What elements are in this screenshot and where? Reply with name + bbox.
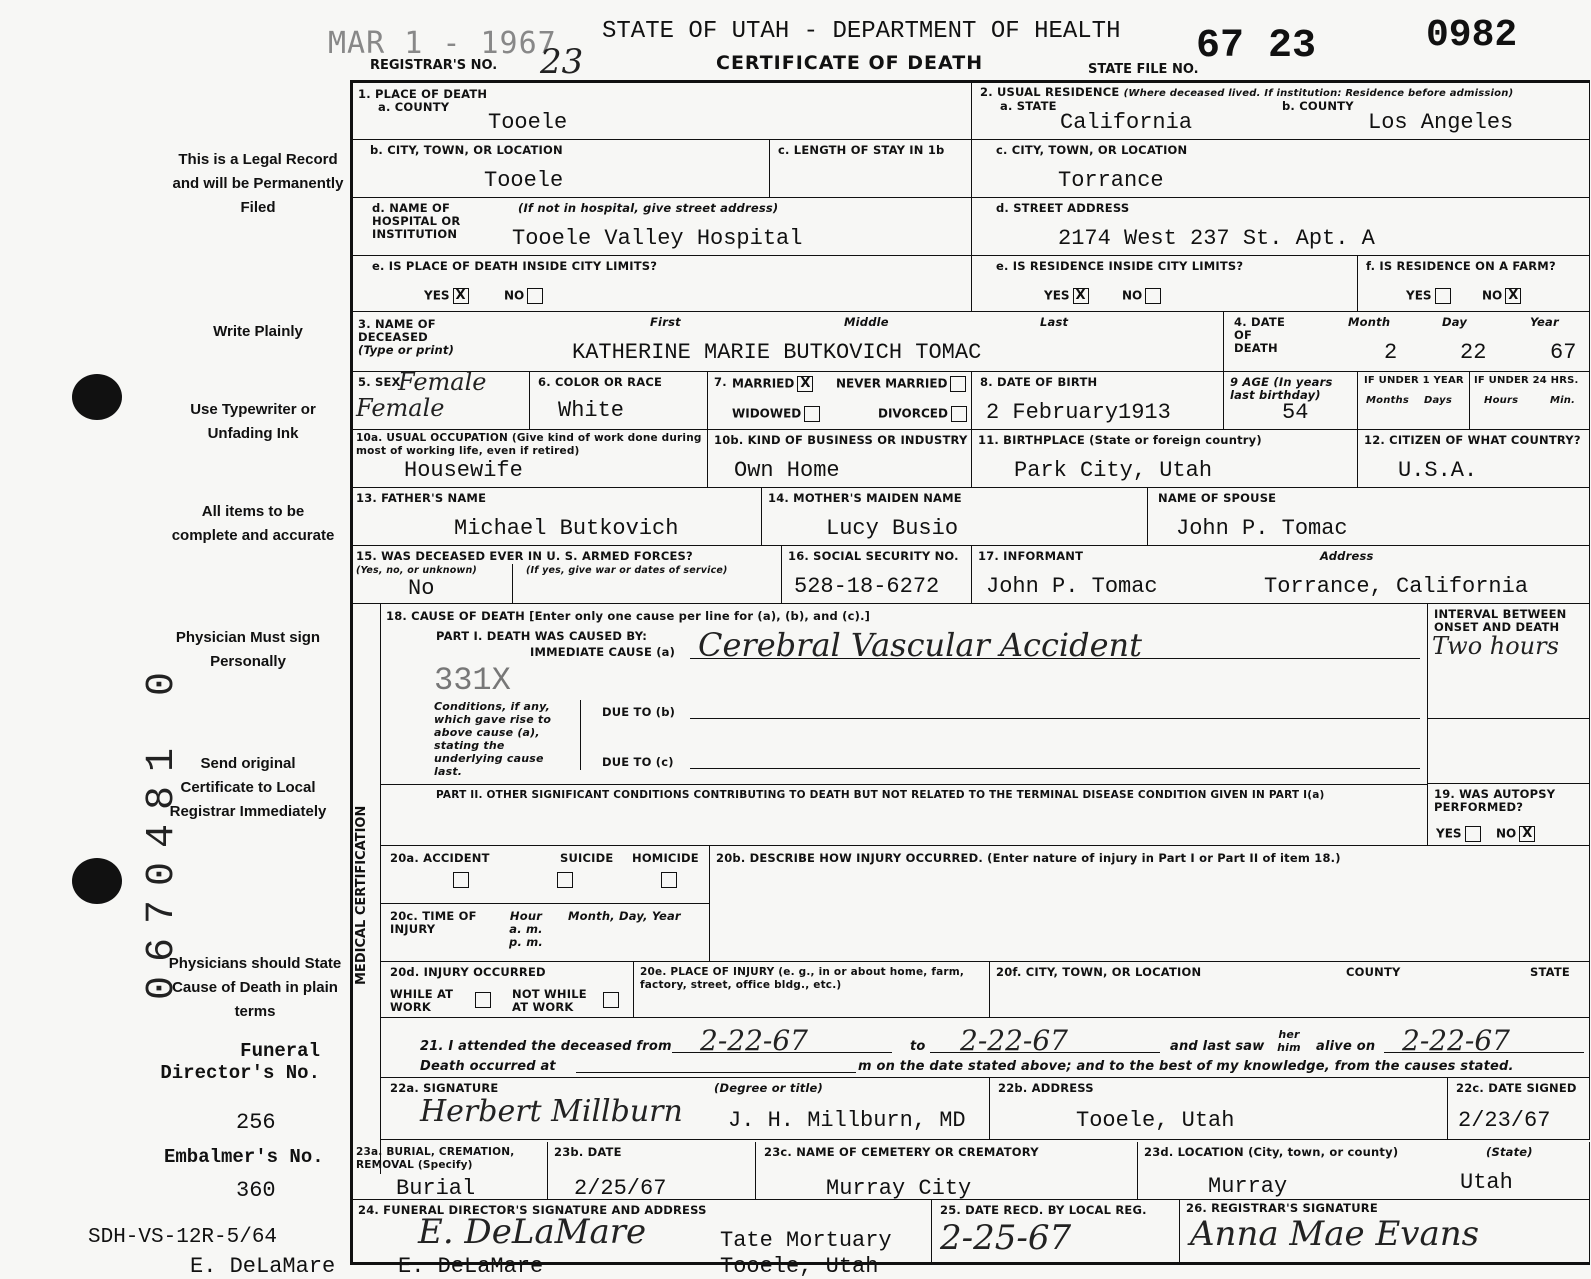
cell-residence-state: 2. USUAL RESIDENCE (Where deceased lived. If institution: Residence before admission) a. STATE b. COUNTY California Los Angeles <box>972 82 1590 140</box>
cell-under-24-hrs: IF UNDER 24 HRS. Hours Min. <box>1470 372 1590 430</box>
cell-time-of-injury: 20c. TIME OF INJURY Hour a. m. p. m. Month, Day, Year <box>380 904 710 962</box>
note-physician-sign: Physician Must sign Personally <box>175 629 321 670</box>
cell-registrar-signature: 26. REGISTRAR'S SIGNATURE Anna Mae Evans <box>1180 1200 1590 1265</box>
ssn-value: 528-18-6272 <box>794 574 940 599</box>
cell-citizen: 12. CITIZEN OF WHAT COUNTRY? U.S.A. <box>1358 430 1590 488</box>
cell-armed-forces: 15. WAS DECEASED EVER IN U. S. ARMED FORCES? (Yes, no, or unknown) (If yes, give war or dates of service) No <box>350 546 782 604</box>
cell-sex: 5. SEX Female Female <box>350 372 530 430</box>
note-typewriter: Use Typewriter or Unfading Ink <box>190 401 316 442</box>
note-write-plainly: Write Plainly <box>213 323 303 340</box>
date-signed: 2/23/67 <box>1458 1108 1551 1133</box>
cell-attendance: 21. I attended the deceased from 2-22-67 to 2-22-67 and last saw her him alive on 2-22-67 Death occurred at m on the date stated above; and to the best of my knowledge, from the causes stated. <box>380 1018 1590 1078</box>
citizen-value: U.S.A. <box>1398 458 1478 483</box>
cell-place-of-injury: 20e. PLACE OF INJURY (e. g., in or about home, farm, factory, street, office bldg., etc.) <box>634 962 990 1018</box>
cell-dob: 8. DATE OF BIRTH 2 February1913 <box>972 372 1224 430</box>
cell-accident-type: 20a. ACCIDENT SUICIDE HOMICIDE <box>380 846 710 904</box>
funeral-director-no: 256 <box>236 1110 276 1135</box>
married-checkbox[interactable]: X <box>797 376 813 392</box>
dod-day: 22 <box>1460 340 1487 365</box>
res-inside-no-checkbox[interactable] <box>1145 288 1161 304</box>
physician-address: Tooele, Utah <box>1076 1108 1235 1133</box>
cell-cemetery: 23c. NAME OF CEMETERY OR CREMATORY Murray City <box>756 1142 1138 1200</box>
immediate-cause-hand: Cerebral Vascular Accident <box>698 626 1142 664</box>
cell-under-1-year: IF UNDER 1 YEAR Months Days <box>1358 372 1470 430</box>
medical-certification-label: MEDICAL CERTIFICATION <box>354 805 369 985</box>
dod-year: 67 <box>1550 340 1577 365</box>
document-title: STATE OF UTAH - DEPARTMENT OF HEALTH <box>602 18 1121 45</box>
note-send-original: Send original Certificate to Local Registrar Immediately <box>169 755 327 820</box>
res-city-value: Torrance <box>1058 168 1164 193</box>
received-stamp: MAR 1 - 1967 <box>328 26 557 61</box>
physician-typed-name: J. H. Millburn, MD <box>728 1108 966 1133</box>
res-inside-yes-checkbox[interactable]: X <box>1073 288 1089 304</box>
cell-burial-location: 23d. LOCATION (City, town, or county) (State) Murray Utah <box>1138 1142 1590 1200</box>
registrar-signature-hand: Anna Mae Evans <box>1190 1214 1480 1254</box>
autopsy-no-checkbox[interactable]: X <box>1519 826 1535 842</box>
farm-yes-checkbox[interactable] <box>1435 288 1451 304</box>
cell-burial-date: 23b. DATE 2/25/67 <box>548 1142 756 1200</box>
inside-city-yes-checkbox[interactable]: X <box>453 288 469 304</box>
cell-marital: 7. MARRIED X NEVER MARRIED WIDOWED DIVORCED <box>708 372 972 430</box>
homicide-checkbox[interactable] <box>661 872 677 888</box>
note-plain-terms: Physicians should State Cause of Death in plain terms <box>168 955 342 1020</box>
cell-business: 10b. KIND OF BUSINESS OR INDUSTRY Own Home <box>708 430 972 488</box>
hospital-value: Tooele Valley Hospital <box>512 226 803 251</box>
age-value: 54 <box>1282 400 1309 425</box>
registrar-no: 23 <box>540 42 584 82</box>
bottom-name-left: E. DeLaMare <box>190 1254 336 1279</box>
cell-mother: 14. MOTHER'S MAIDEN NAME Lucy Busio <box>762 488 1148 546</box>
county-value: Tooele <box>488 110 568 135</box>
registrar-no-label: REGISTRAR'S NO. <box>370 58 498 73</box>
interval-hand: Two hours <box>1432 632 1559 660</box>
cell-res-inside-city: e. IS RESIDENCE INSIDE CITY LIMITS? YES X NO <box>972 256 1358 312</box>
cell-injury-city: 20f. CITY, TOWN, OR LOCATION COUNTY STATE <box>990 962 1590 1018</box>
autopsy-yes-checkbox[interactable] <box>1465 826 1481 842</box>
street-value: 2174 West 237 St. Apt. A <box>1058 226 1375 251</box>
cemetery-value: Murray City <box>826 1176 972 1201</box>
cell-injury-occurred: 20d. INJURY OCCURRED WHILE AT WORK NOT WHILE AT WORK <box>380 962 634 1018</box>
cell-date-signed: 22c. DATE SIGNED 2/23/67 <box>1448 1078 1590 1140</box>
cell-signature: 22a. SIGNATURE (Degree or title) Herbert Millburn J. H. Millburn, MD <box>380 1078 990 1140</box>
cell-injury-description: 20b. DESCRIBE HOW INJURY OCCURRED. (Enter nature of injury in Part I or Part II of item 18.) <box>710 846 1590 962</box>
note-complete: All items to be complete and accurate <box>171 503 335 544</box>
funeral-director-label: Funeral Director's No. <box>160 1040 320 1084</box>
deceased-name: KATHERINE MARIE BUTKOVICH TOMAC <box>572 340 982 365</box>
burial-date: 2/25/67 <box>574 1176 667 1201</box>
burial-location: Murray <box>1208 1174 1288 1199</box>
divorced-checkbox[interactable] <box>951 406 967 422</box>
vertical-number: 0670481 0 <box>140 657 185 1000</box>
armed-value: No <box>408 576 435 601</box>
mortuary-city: Tooele, Utah <box>720 1254 879 1279</box>
widowed-checkbox[interactable] <box>804 406 820 422</box>
cell-burial-method: 23a. BURIAL, CREMATION, REMOVAL (Specify) Burial <box>350 1142 548 1200</box>
cause-code: 331X <box>434 662 511 699</box>
mother-value: Lucy Busio <box>826 516 959 541</box>
never-married-checkbox[interactable] <box>950 376 966 392</box>
state-file-no: 67 23 <box>1196 24 1317 69</box>
spouse-value: John P. Tomac <box>1176 516 1348 541</box>
cell-farm: f. IS RESIDENCE ON A FARM? YES NO X <box>1358 256 1590 312</box>
cell-physician-address: 22b. ADDRESS Tooele, Utah <box>990 1078 1448 1140</box>
occupation-value: Housewife <box>404 458 523 483</box>
cell-race: 6. COLOR OR RACE White <box>530 372 708 430</box>
cell-hospital: d. NAME OF HOSPITAL OR INSTITUTION (If not in hospital, give street address) Tooele Valley Hospital <box>350 198 972 256</box>
punch-hole-bottom <box>72 858 122 904</box>
res-state-value: California <box>1060 110 1193 135</box>
informant-address: Torrance, California <box>1264 574 1529 599</box>
sex-hand-1: Female <box>398 368 487 396</box>
cell-age: 9 AGE (In years last birthday) 54 <box>1224 372 1358 430</box>
cell-stay: c. LENGTH OF STAY IN 1b <box>770 140 972 198</box>
cell-cause-of-death: 18. CAUSE OF DEATH [Enter only one cause per line for (a), (b), and (c).] PART I. DEATH WAS CAUSED BY: IMMEDIATE CAUSE (a) Cerebral Vascular Accident 331X Conditions, if any, which gave rise to above cause (a), stating the underlying cause last. DUE TO (b) DUE TO (c) <box>380 604 1428 784</box>
cell-street: d. STREET ADDRESS 2174 West 237 St. Apt. A <box>972 198 1590 256</box>
suicide-checkbox[interactable] <box>557 872 573 888</box>
cell-spouse: NAME OF SPOUSE John P. Tomac <box>1148 488 1590 546</box>
certificate-title: CERTIFICATE OF DEATH <box>716 52 984 74</box>
mortuary-name: Tate Mortuary <box>720 1228 892 1253</box>
cell-autopsy: 19. WAS AUTOPSY PERFORMED? YES NO X <box>1428 784 1590 846</box>
note-legal-record: This is a Legal Record and will be Permanently Filed <box>172 151 344 216</box>
informant-value: John P. Tomac <box>986 574 1158 599</box>
cell-part-2: PART II. OTHER SIGNIFICANT CONDITIONS CONTRIBUTING TO DEATH BUT NOT RELATED TO THE TERMINAL DISEASE CONDITION GIVEN IN PART I(a) <box>380 784 1428 846</box>
sex-hand-2: Female <box>356 394 445 422</box>
form-code: SDH-VS-12R-5/64 <box>88 1226 278 1249</box>
cell-father: 13. FATHER'S NAME Michael Butkovich <box>350 488 762 546</box>
dod-month: 2 <box>1384 340 1398 365</box>
cell-date-received: 25. DATE RECD. BY LOCAL REG. 2-25-67 <box>932 1200 1180 1265</box>
cell-occupation: 10a. USUAL OCCUPATION (Give kind of work done during most of working life, even if retired) Housewife <box>350 430 708 488</box>
cell-interval: INTERVAL BETWEEN ONSET AND DEATH Two hours <box>1428 604 1590 784</box>
res-county-value: Los Angeles <box>1368 110 1514 135</box>
burial-method: Burial <box>396 1176 476 1201</box>
race-value: White <box>558 398 625 423</box>
bottom-name-right: E. DeLaMare <box>398 1254 544 1279</box>
cell-res-city: c. CITY, TOWN, OR LOCATION Torrance <box>972 140 1590 198</box>
attended-to-hand: 2-22-67 <box>960 1024 1068 1057</box>
state-file-label: STATE FILE NO. <box>1088 62 1199 77</box>
accident-checkbox[interactable] <box>453 872 469 888</box>
father-value: Michael Butkovich <box>454 516 679 541</box>
dob-value: 2 February1913 <box>986 400 1171 425</box>
funeral-director-signature: E. DeLaMare <box>418 1212 647 1252</box>
city-value: Tooele <box>484 168 564 193</box>
cell-city: b. CITY, TOWN, OR LOCATION Tooele <box>350 140 770 198</box>
cell-place-county: 1. PLACE OF DEATH a. COUNTY Tooele <box>350 82 972 140</box>
cell-birthplace: 11. BIRTHPLACE (State or foreign country) Park City, Utah <box>972 430 1358 488</box>
embalmer-no: 360 <box>236 1178 276 1203</box>
cell-funeral-director: 24. FUNERAL DIRECTOR'S SIGNATURE AND ADDRESS E. DeLaMare Tate Mortuary Tooele, Utah <box>350 1200 932 1265</box>
embalmer-label: Embalmer's No. <box>164 1146 324 1168</box>
birthplace-value: Park City, Utah <box>1014 458 1213 483</box>
attended-from-hand: 2-22-67 <box>700 1024 808 1057</box>
business-value: Own Home <box>734 458 840 483</box>
not-while-at-work-checkbox[interactable] <box>603 992 619 1008</box>
farm-no-checkbox[interactable]: X <box>1505 288 1521 304</box>
while-at-work-checkbox[interactable] <box>475 992 491 1008</box>
inside-city-no-checkbox[interactable] <box>527 288 543 304</box>
alive-on-hand: 2-22-67 <box>1402 1024 1510 1057</box>
file-suffix: 0982 <box>1426 14 1518 57</box>
cell-name: 3. NAME OF DECEASED (Type or print) First Middle Last KATHERINE MARIE BUTKOVICH TOMAC <box>350 312 1224 372</box>
date-received-hand: 2-25-67 <box>940 1218 1072 1258</box>
cell-date-of-death: 4. DATE OF DEATH Month Day Year 2 22 67 <box>1224 312 1590 372</box>
burial-state: Utah <box>1460 1170 1513 1195</box>
cell-ssn: 16. SOCIAL SECURITY NO. 528-18-6272 <box>782 546 972 604</box>
cell-inside-city: e. IS PLACE OF DEATH INSIDE CITY LIMITS? YES X NO <box>350 256 972 312</box>
physician-signature-hand: Herbert Millburn <box>420 1094 683 1129</box>
cell-informant: 17. INFORMANT Address John P. Tomac Torrance, California <box>972 546 1590 604</box>
punch-hole-top <box>72 374 122 420</box>
